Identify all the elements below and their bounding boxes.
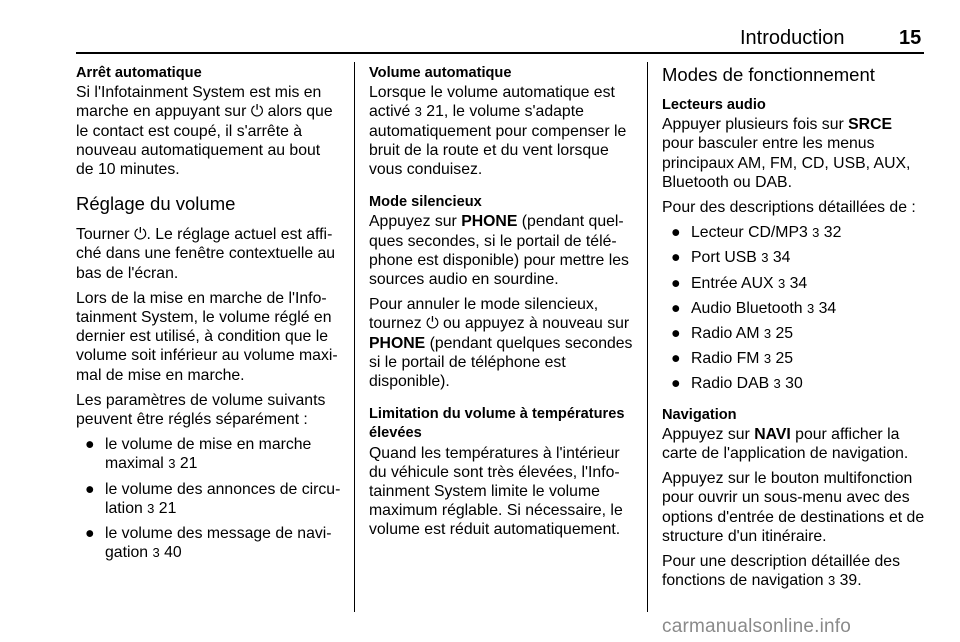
list-item	[662, 223, 928, 242]
list-item	[76, 524, 342, 562]
page-ref[interactable]: 34	[789, 274, 808, 292]
bullet-icon: ●	[671, 299, 681, 317]
page-ref[interactable]: 30	[785, 375, 803, 393]
page-ref-arrow-icon: 3	[152, 545, 160, 561]
page-ref-arrow-icon: 3	[761, 250, 769, 266]
mode-paragraph	[369, 295, 635, 391]
navigation-paragraph: Appuyez sur le bouton multifonction pour ouvrir un sous-menu avec des options d'entrée de destinations et de structure d'un itinéraire.	[662, 470, 925, 545]
text: (pendant quelques secondes si le portail de téléphone est disponible).	[369, 334, 633, 391]
reglage-heading: Réglage du volume	[76, 193, 236, 215]
reglage-paragraph: Les paramètres de volume suivants peuvent être réglés séparément :	[76, 391, 326, 429]
list-item	[662, 274, 928, 293]
lecteurs-body	[662, 115, 928, 192]
page-ref-arrow-icon: 3	[773, 376, 781, 392]
column-middle	[369, 64, 635, 540]
limitation-body: Quand les températures à l'intérieur du véhicule sont très élevées, l'Infotainment System limite le volume maximum réglable. Si nécessaire, le volume est réduit automatiquement.	[369, 444, 623, 539]
list-item	[662, 299, 928, 318]
reglage-paragraph: Lors de la mise en marche de l'Infotainment System, le volume réglé en dernier est utilisé, à condition que le volume soit inférieur au volume maximal de mise en marche.	[76, 289, 338, 384]
bullet-icon: ●	[85, 480, 95, 498]
bullet-icon: ●	[671, 224, 681, 242]
list-item	[662, 324, 928, 343]
text: Pour annuler le mode silencieux, tournez ⏻ ou appuyez à nouveau sur	[369, 296, 630, 333]
bullet-icon: ●	[671, 325, 681, 343]
column-divider	[354, 62, 355, 612]
list-item	[662, 248, 928, 267]
page-ref-arrow-icon: 3	[777, 275, 786, 291]
page-ref[interactable]: 40	[164, 544, 182, 562]
navigation-heading: Navigation	[662, 406, 737, 423]
page-ref[interactable]: 21	[158, 499, 177, 517]
audio-sources-list	[662, 223, 928, 393]
text: Lorsque le volume automatique est activé	[369, 84, 615, 121]
column-left	[76, 64, 342, 568]
bullet-icon: ●	[671, 274, 681, 292]
navigation-paragraph	[662, 552, 928, 590]
page-ref[interactable]: 32	[823, 224, 842, 242]
volume-auto-heading: Volume automatique	[369, 65, 512, 81]
page-ref-arrow-icon: 3	[827, 573, 836, 589]
list-item-text: le volume de mise en marche maximal	[105, 436, 312, 473]
text: Pour une description détaillée des fonctions de navigation	[662, 553, 900, 590]
bullet-icon: ●	[85, 525, 95, 543]
key-label: SRCE	[848, 116, 893, 134]
mode-paragraph	[369, 212, 635, 289]
list-item	[662, 374, 928, 393]
key-label: PHONE	[461, 213, 518, 231]
desc-intro: Pour des descriptions détaillées de :	[662, 199, 916, 217]
list-item	[76, 435, 342, 473]
header-rule	[76, 52, 924, 54]
key-label: NAVI	[754, 425, 791, 443]
list-item-text: le volume des message de navigation	[105, 525, 332, 562]
page-ref-arrow-icon: 3	[812, 225, 820, 241]
list-item-text: Radio FM	[691, 350, 764, 368]
text: .	[857, 572, 862, 590]
watermark: carmanualsonline.info	[662, 616, 852, 637]
page-ref[interactable]: 25	[775, 350, 794, 368]
page-ref[interactable]: 34	[818, 299, 837, 317]
bullet-icon: ●	[671, 249, 681, 267]
page-ref-arrow-icon: 3	[147, 500, 155, 516]
list-item-text: Entrée AUX	[691, 274, 778, 292]
mode-silencieux-heading: Mode silencieux	[369, 194, 482, 211]
list-item	[662, 349, 928, 368]
column-right	[662, 64, 928, 590]
page-ref[interactable]: 21	[179, 455, 198, 473]
page-ref-arrow-icon: 3	[414, 104, 422, 120]
reglage-paragraph: Tourner ⏻. Le réglage actuel est affiché dans une fenêtre contextuelle au bas de l'écran.	[76, 226, 336, 282]
text: Appuyer plusieurs fois sur	[662, 116, 849, 134]
text: pour afficher la carte de l'application de navigation.	[662, 425, 909, 463]
bullet-icon: ●	[85, 436, 95, 454]
modes-heading: Modes de fonctionnement	[662, 64, 875, 85]
list-item	[76, 480, 342, 518]
page-ref-arrow-icon: 3	[806, 300, 815, 316]
text: pour basculer entre les menus principaux AM, FM, CD, USB, AUX, Bluetooth ou DAB.	[662, 135, 911, 191]
bullet-icon: ●	[671, 375, 681, 393]
list-item-text: Port USB	[691, 249, 762, 267]
list-item-text: Lecteur CD/MP3	[691, 224, 813, 242]
list-item-text: Radio AM	[691, 325, 764, 343]
limitation-heading: Limitation du volume à températures élevées	[369, 406, 625, 442]
header-title: Introduction	[740, 27, 845, 49]
key-label: PHONE	[369, 334, 426, 352]
list-item-text: Audio Bluetooth	[691, 299, 807, 317]
page-ref-arrow-icon: 3	[168, 456, 176, 472]
list-item-text: le volume des annonces de circulation	[105, 480, 341, 517]
arret-heading: Arrêt automatique	[76, 65, 202, 81]
volume-auto-body	[369, 83, 635, 179]
text: Appuyez sur	[662, 425, 755, 443]
page-ref-arrow-icon: 3	[763, 326, 772, 342]
text: Appuyez sur	[369, 213, 462, 231]
text: , le volume s'adapte automatiquement pour compenser le bruit de la route et du vent lorsque vous conduisez.	[369, 103, 627, 179]
page-ref[interactable]: 25	[775, 325, 794, 343]
column-divider	[647, 62, 648, 612]
page-number: 15	[899, 27, 922, 49]
volume-settings-list	[76, 435, 342, 562]
arret-body: Si l'Infotainment System est mis en marche en appuyant sur ⏻ alors que le contact est coupé, il s'arrête à nouveau automatiquement au bout de 10 minutes.	[76, 84, 333, 179]
bullet-icon: ●	[671, 350, 681, 368]
lecteurs-heading: Lecteurs audio	[662, 97, 766, 113]
page-ref[interactable]: 34	[772, 249, 791, 267]
navigation-paragraph	[662, 425, 928, 463]
page-ref[interactable]: 21	[426, 103, 444, 121]
list-item-text: Radio DAB	[691, 375, 774, 393]
page-ref[interactable]: 39	[839, 572, 858, 590]
page-ref-arrow-icon: 3	[763, 351, 772, 367]
text: (pendant quelques secondes, si le portail de téléphone est disponible) pour mettre les sources audio en sourdine.	[369, 213, 629, 289]
